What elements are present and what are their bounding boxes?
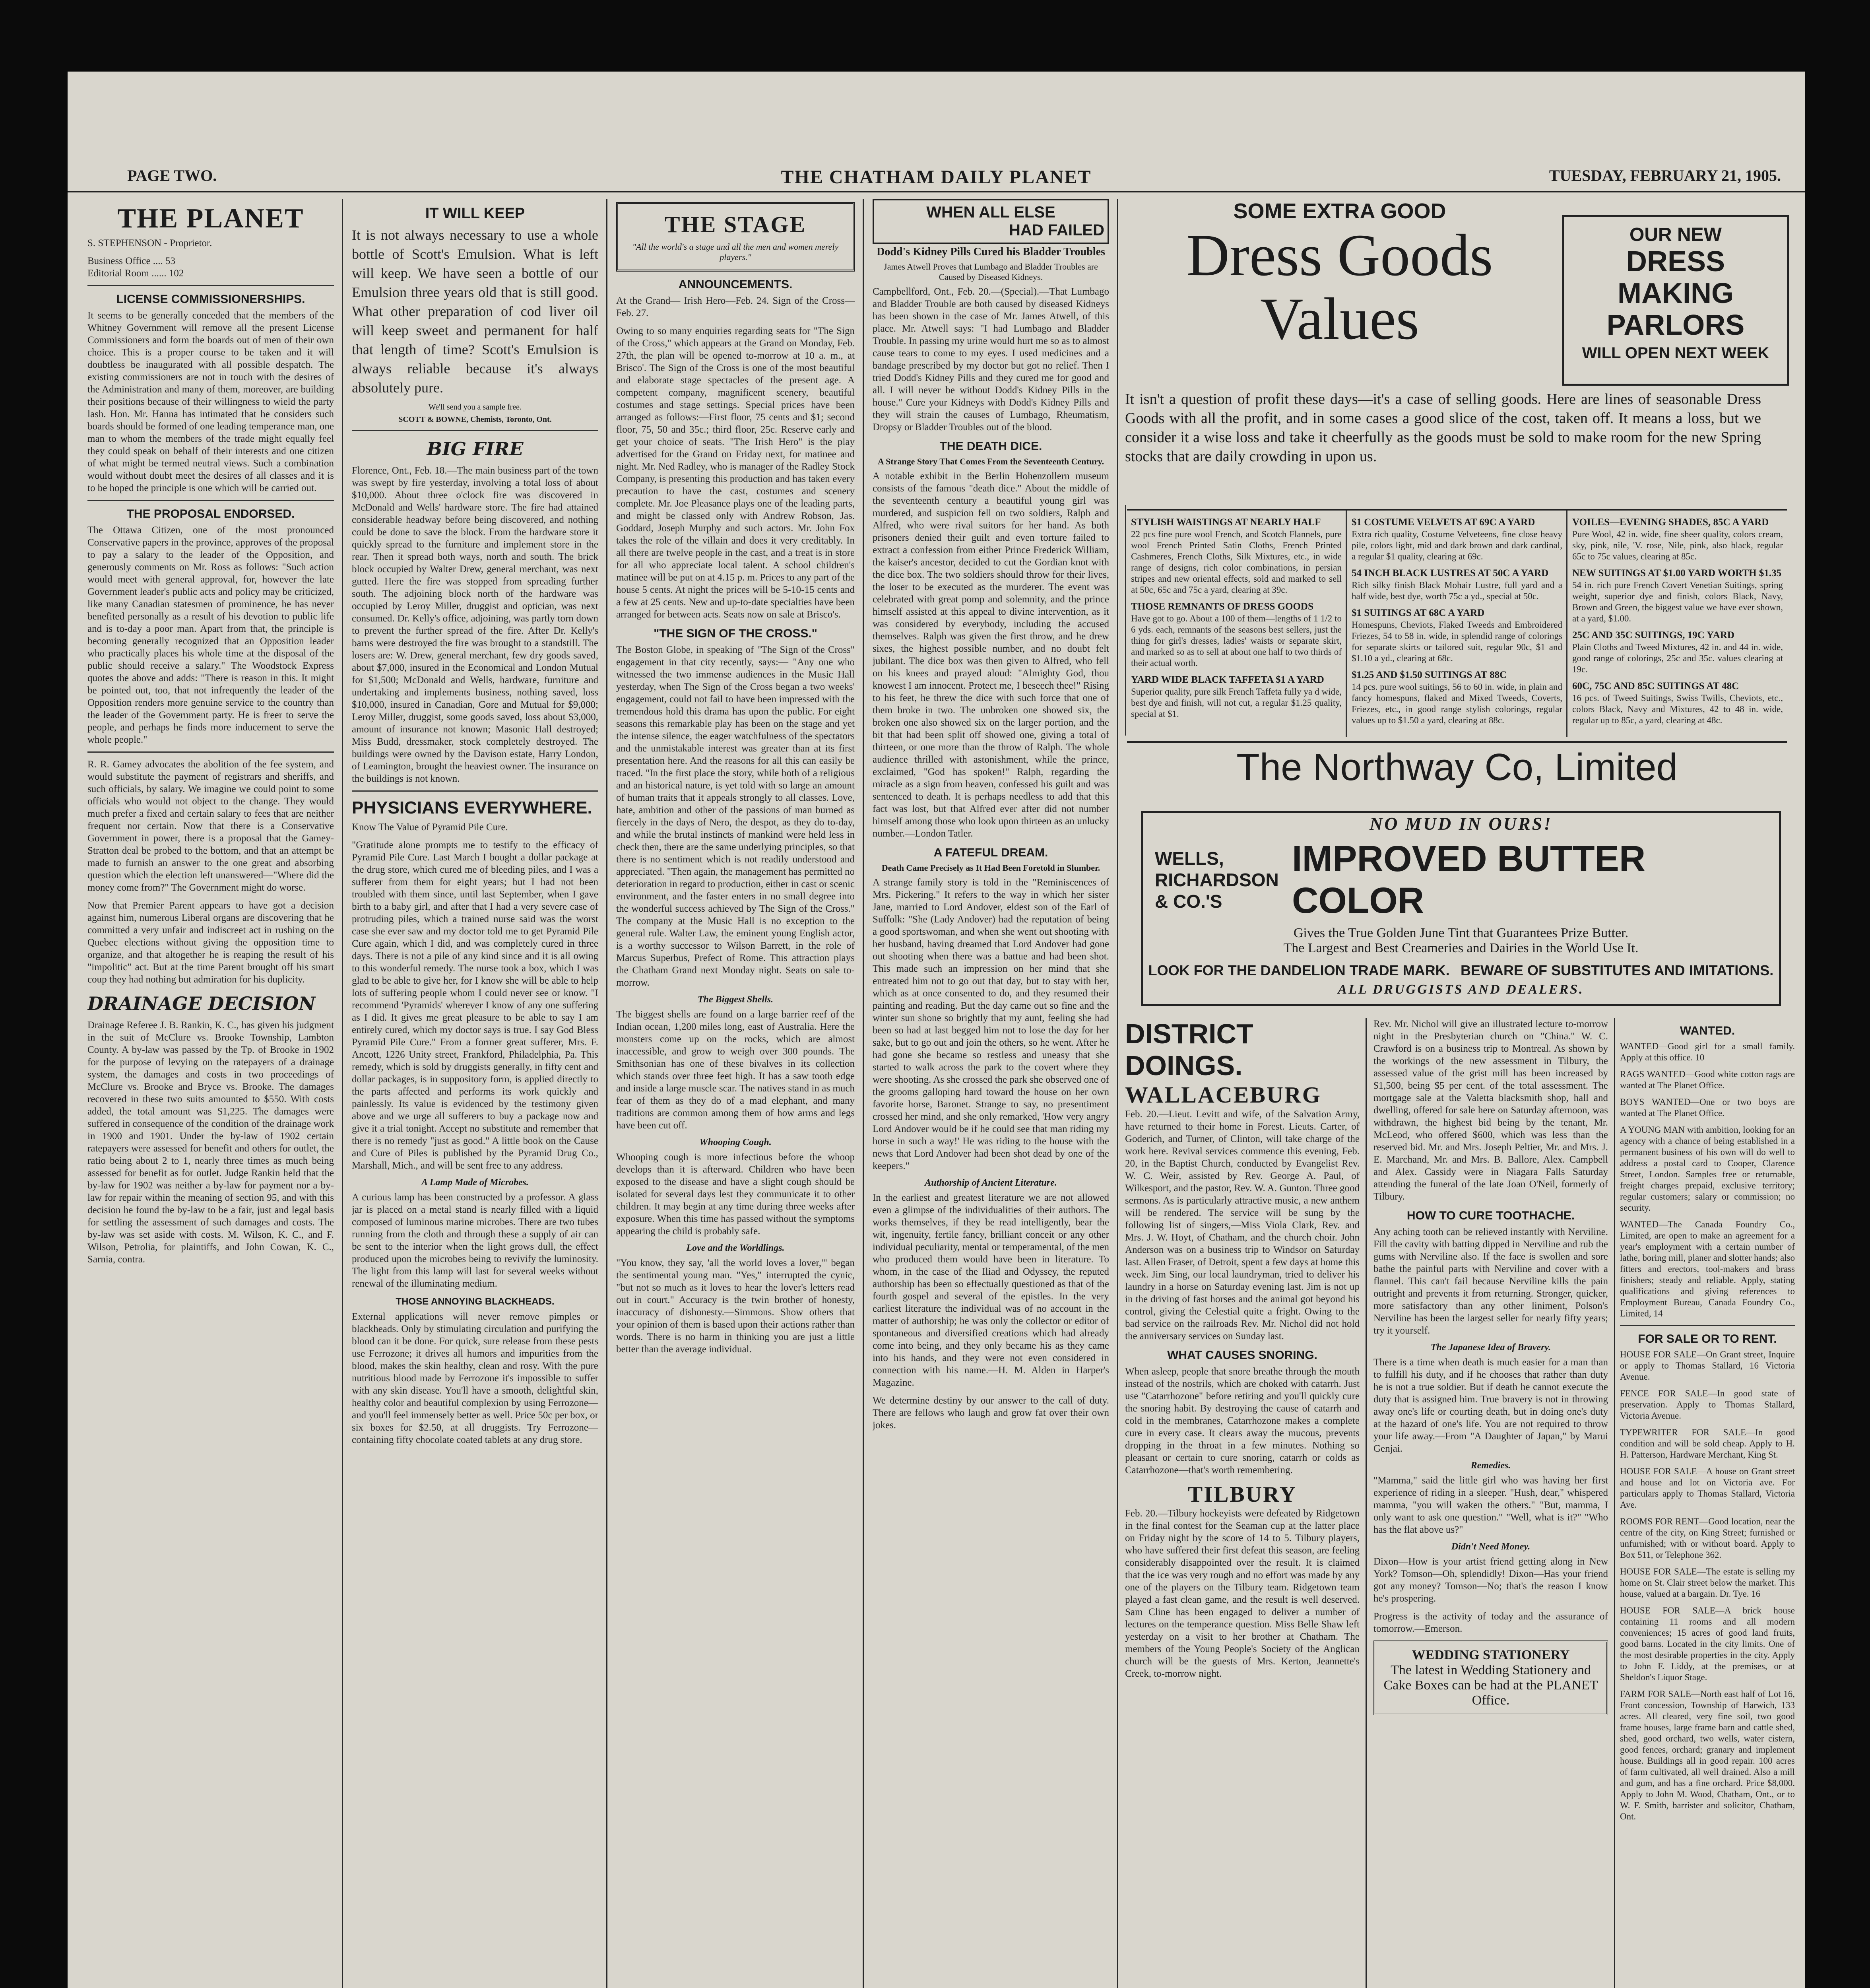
dice-article: A notable exhibit in the Berlin Hohenzollern museum consists of the famous "death dice." About the middle of the seventeenth century a beautiful young girl was murdered, and suspicion fell on two soldiers, Ralph and Alfred, who were rival suitors for her hand. As both prisoners denied their guilt and even torture failed to extract a confession from either Prince Frederick William, the kaiser's ancestor, decided to cut the Gordian knot with the dice box. The two soldiers should throw for their lives, the loser to be executed as the murderer. The event was celebrated with great pomp and solemnity, and the prince himself assisted at this appeal to divine intervention, as it was considered by everybody, including the accused themselves. Ralph was given the first throw, and he drew sixes, the highest possible number, and no doubt felt jubilant. The dice box was then given to Alfred, who fell on his knees and prayed aloud: "Almighty God, thou knowest I am innocent. Protect me, I beseech thee!" Rising to his feet, he threw the dice with such force that one of them broke in two. The unbroken one showed six, the broken one also showed six on the larger portion, and the bit that had been split off showed one, giving a total of thirteen, or one more than the throw of Ralph. The whole audience thrilled with astonishment, while the prince, exclaimed, "God has spoken!" Ralph, regarding the miracle as a sign from heaven, confessed his guilt and was sentenced to death. It is perhaps needless to add that this fact was lost, but that Alfred ever after did not number himself among those who look upon thirteen as an unlucky number.—London Tatler. (873, 471, 1109, 839)
district-doings-headline: DISTRICT DOINGS. (1125, 1018, 1253, 1081)
newspaper-page (68, 72, 1805, 1988)
shells-headline: The Biggest Shells. (697, 994, 774, 1005)
for-sale-list (1620, 1349, 1795, 1822)
license-headline: LICENSE COMMISSIONERSHIPS. (116, 293, 305, 306)
divider (87, 751, 334, 753)
announcements-list: At the Grand— Irish Hero—Feb. 24. Sign of the Cross—Feb. 27. (616, 295, 855, 318)
dress-ad-intro: It isn't a question of profit these days—it's a case of selling goods. Here are lines of seasonable Dress Goods with all the profit, and in some cases a good slice of the cost, taken off. It means a loss, but we consider it a wise loss and take it cheerfully as the goods must be sold to make room for the new Spring stocks that are daily crowding in upon us. (1125, 391, 1761, 465)
cough-article: Whooping cough is more infectious before the whoop develops than it is afterward. Children who have been exposed to the disease and have a slight cough should be isolated for several days lest they communicate it to other children. It may begin at any time during three weeks after exposure. When this time has passed without the symptoms appearing the child is probably safe. (616, 1152, 855, 1237)
fire-headline: BIG FIRE (427, 438, 524, 460)
scotts-ad-body: It is not always necessary to use a whole bottle of Scott's Emulsion. What is left will keep. We have seen a bottle of our Emulsion three years old that is still good. What other preparation of cod liver oil will keep sweet and permanent for half that length of time? Scott's Emulsion is always reliable because it's always absolutely pure. (352, 227, 598, 396)
cough-headline: Whooping Cough. (699, 1137, 772, 1147)
issue-date: TUESDAY, FEBRUARY 21, 1905. (1549, 167, 1781, 184)
kidney-subhead: Dodd's Kidney Pills Cured his Bladder Troubles (877, 246, 1105, 258)
sign-cross-article: The Boston Globe, in speaking of "The Sign of the Cross" engagement in that city recently, says:— "Any one who witnessed the two immense audiences in the Music Hall yesterday, when The Sign of the Cross began a two weeks' engagement, could not fail to have been impressed with the tremendous hold this drama has upon the public. For eight seasons this remarkable play has been on the stage and yet the intense silence, the eager watchfulness of the spectators and the unmistakable interest was greater than at its first presentation here. And the reasons for all this can easily be traced. "In the first place the story, while both of a religious and an historical nature, is yet told with so large an amount of human traits that it appeals strongly to all classes. Love, hate, ambition and other of the passions of man burned as fiercely in the days of Nero, the despot, as they do to-day, and while the brutal instincts of mankind were held less in check then, there are the same underlying principles, so that there is no sentiment which is not readily understood and appreciated. "Then again, the management has permitted no deterioration in regard to production, either in cast or scenic environment, and the faster enters in no small degree into the wonderful success achieved by The Sign of the Cross." The company at the Music Hall is no exception to the general rule. Walter Law, the eminent young English actor, is a worthy successor to Wilson Barrett, in the role of Marcus Superbus, Prefect of Rome. This attraction plays the Chatham Grand next Monday night. Seats on sale to-morrow. (616, 645, 855, 988)
announcements-headline: ANNOUNCEMENTS. (678, 278, 793, 291)
dress-item-text: Extra rich quality, Costume Velveteens, fine close heavy pile, colors light, mid and dark brown and dark cardinal, a regular $1 quality, clearing at 69c. (1352, 529, 1562, 561)
dress-item-text: 16 pcs. of Tweed Suitings, Swiss Twills, Cheviots, etc., colors Black, Navy and Mixtures, 42 to 48 in. wide, regular up to 85c, a yard, clearing at 48c. (1572, 693, 1783, 725)
dress-item-title: $1 COSTUME VELVETS AT 69C A YARD (1352, 517, 1535, 528)
dress-item-title: $1.25 AND $1.50 SUITINGS AT 88C (1352, 670, 1507, 680)
announcements-article: Owing to so many enquiries regarding seats for "The Sign of the Cross," which appears at the Grand on Monday, Feb. 27th, the plan will be opened to-morrow at 10 a. m., at Brisco'. The Sign of the Cross is one of the most beautiful and elaborate stage spectacles of the present age. A competent company, magnificent scenery, beautiful costumes and stage settings. Special prices have been arranged as follows:—First floor, 75 cents and $1; second floor, 75, 50 and 35c.; third floor, 25c. Reserve early and get your choice of seats. "The Irish Hero" is the play advertised for the Grand on Friday next, for matinee and night. Mr. Ned Radley, who is manager of the Radley Stock Company, is presenting this production and has taken every precaution to have the cast, costumes and scenery complete. Mr. Joe Pleasance plays one of the leading parts, and might be classed only with Andrew Robson, Jas. Goddard, Joseph Murphy and such actors. Mr. John Fox takes the role of the villain and does it very creditably. In all there are twelve people in the cast, and a treat is in store for all who appreciate local talent. A school children's matinee will be put on at 4.15 p. m. Prices to any part of the house 5 cents. At night the prices will be 5-10-15 cents and a few at 25 cents. New and up-to-date specialties have been arranged for between acts. Seats now on sale at Brisco's. (616, 326, 855, 620)
closing-maxims: We determine destiny by our answer to the call of duty. There are fellows who laugh and grow fat over their own jokes. (873, 1395, 1109, 1431)
dream-article: A strange family story is told in the "Reminiscences of Mrs. Pickering." It refers to the way in which her sister Jane, married to Lord Andover, eldest son of the Earl of Suffolk: "She (Lady Andover) had the reputation of being a good sportswoman, and when she went out shooting with her husband, having dreamed that Lord Andover had gone out shooting when there was a battue and had been shot. This made such an impression on her mind that she entreated him not to go out that day, but to stay with her, which as at once consented to do, and they resumed their painting and reading. But the day came out so fine and the winter sun shone so brightly that my aunt, feeling she had been so had at last begged him not to lose the day for her sake, but to go out and join the others, so he went. After he had gone she became so restless and uneasy that she started to walk across the park to the covert where they were shooting. As she crossed the park she observed one of the grooms galloping hard toward the house on her own favorite horse, Baronet. Strange to say, no presentiment crossed her mind, and she only remarked, 'How very angry Lord Andover would be if he could see that man riding my horse in such a way!' He was riding to the house with the news that Lord Andover had been shot dead by one of the keepers." (873, 877, 1109, 1171)
scotts-sample-line: We'll send you a sample free. (428, 403, 522, 412)
fire-article: Florence, Ont., Feb. 18.—The main business part of the town was swept by fire yesterday, involving a total loss of about $10,000. About three o'clock fire was discovered in McDonald and Wells' hardware store. The fire had attained considerable headway before being discovered, and nothing could be done to save the block. From the hardware store it quickly spread to the furniture and implement store in the rear. Then it spread both ways, north and south. The brick block occupied by Walter Drew, general merchant, was next gutted. Here the fire was stopped from spreading further south. The adjoining block north of the hardware was occupied by Leroy Miller, druggist and optician, was next consumed. Dr. Kelly's office, adjoining, was partly torn down to prevent the further spread of the fire. After Dr. Kelly's barns were destroyed the fire was brought to a standstill. The losers are: W. Drew, general merchant, few dry goods saved, about $7,000, insured in the Economical and London Mutual for $1,500; McDonald and Wells, hardware, furniture and undertaking and implements business, nothing saved, loss $10,000, insured in Canadian, Gore and Mutual for $9,000; Leroy Miller, druggist, some goods saved, loss about $3,000, amount of insurance not known; Masonic Hall destroyed; Miss Budd, dressmaker, stock completely destroyed. The buildings were owned by the Davison estate, Harry London, of Leamington, brought the heaviest owner. The insurance on the buildings is not known. (352, 465, 598, 784)
wallaceburg-article: Feb. 20.—Lieut. Levitt and wife, of the Salvation Army, have returned to their home in Forest. Lieuts. Carter, of Goderich, and Turner, of Clinton, will take charge of the work here. Revival services commence this evening, Feb. 20, in the Baptist Church, conducted by Evangelist Rev. W. C. Weir, assisted by Rev. George A. Paul, of Wilkesport, and the pastor, Rev. W. A. Gunton. Three good sermons. As is particularly attractive music, a new anthem will be rendered. The service will be sung by the following list of singers,—Miss Viola Clark, Rev. and Mrs. J. W. Hoyt, of Chatham, and the church choir. John Anderson was on a business trip to Windsor on Saturday last. Allen Fraser, of Detroit, spent a few days at home this week. Jim Sing, our local laundryman, tried to deliver his laundry in a horse on Saturday evening last. Jim is not up in the driving of fast horses and the animal got beyond his control, giving the Celestial quite a fright. Owing to the bad service on the railroads Rev. Mr. Nichol did not hold the anniversary services on Sunday last. (1125, 1109, 1360, 1342)
toothache-article: Any aching tooth can be relieved instantly with Nerviline. Fill the cavity with batting dipped in Nerviline and rub the gums with Nerviline also. If the face is swollen and sore bathe the painful parts with Nerviline and cover with a flannel. This can't fail because Nerviline kills the pain outright and prevents it from returning. Stronger, quicker, more satisfactory than any other liniment, Polson's Nerviline has been the largest seller for nearly fifty years; try it yourself. (1373, 1227, 1608, 1336)
bravery-headline: The Japanese Idea of Bravery. (1430, 1342, 1551, 1353)
nichol-article: Rev. Mr. Nichol will give an illustrated lecture to-morrow night in the Presbyterian church on "China." W. C. Crawford is on a business trip to Montreal. As shown by the workings of the new assessment in Tilbury, the assessed value of the grist mill has been increased by $1,500, being $5 per cent. of the total assessment. The mortgage sale at the Valetta blacksmith shop, hall and dwelling, offered for sale here on Saturday afternoon, was withdrawn, the highest bid being by the tenant, Mr. McLeod, who offered $600, which was less than the reserved bid. Mr. and Mrs. Joseph Peltier, Mr. and Mrs. J. E. Marchand, Mr. and Mrs. B. Ballore, Alex. Campbell and Alex. Cassidy were in Niagara Falls Saturday attending the funeral of the late Joan O'Neil, formerly of Tilbury. (1373, 1019, 1608, 1202)
scotts-ad-headline: IT WILL KEEP (425, 205, 525, 222)
column-rule (863, 199, 864, 1988)
dress-items-column-b (1352, 514, 1562, 732)
for-sale-ad: FARM FOR SALE—North east half of Lot 16, Front concession, Township of Harwich, 133 acres. All cleared, very fine soil, two good frame houses, large frame barn and cattle shed, shed, good orchard, two wells, water cistern, good fences, orchard; granary and implement house. Buildings all in good repair. 100 acres of farm cultivated, all well drained. Also a mill and gum, and has a fine orchard. Price $8,000. Apply to John M. Wood, Chatham, Ont., or to W. F. Smith, barrister and solicitor, Chatham, Ont. (1620, 1689, 1795, 1821)
shells-article: The biggest shells are found on a large barrier reef of the Indian ocean, 1,200 miles long, east of Australia. Here the monsters come up on the rocks, which are almost inaccessible, and grow to weigh over 300 pounds. The Smithsonian has one of these bivalves in its collection which stands over three feet high. It has a saw tooth edge and inside a large muscle scar. The natives stand in as much fear of them as they do of a mad elephant, and many traditions are common among them of how arms and legs have been cut off. (616, 1009, 855, 1131)
for-sale-ad: ROOMS FOR RENT—Good location, near the centre of the city, on King Street; furnished or unfurnished; with or without board. Apply to Box 511, or Telephone 362. (1620, 1516, 1795, 1560)
kidney-article: Campbellford, Ont., Feb. 20.—(Special).—That Lumbago and Bladder Trouble are both caused by diseased Kidneys has been shown in the case of Mr. James Atwell, of this place. Mr. Atwell says: "I had Lumbago and Bladder Trouble. In passing my urine would hurt me so as to almost cause tears to come to my eyes. I used medicines and a bandage prescribed by my doctor but got no relief. Then I tried Dodd's Kidney Pills and they cured me for good and all. I will never be without Dodd's Kidney Pills in the house." Cure your Kidneys with Dodd's Kidney Pills and they will strain the causes of Lumbago, Rheumatism, Dropsy or Bladder Troubles out of the blood. (873, 286, 1109, 433)
for-sale-ad: FENCE FOR SALE—In good state of preservation. Apply to Thomas Stallard, Victoria Avenue. (1620, 1388, 1795, 1421)
divider (1620, 1325, 1795, 1326)
district-column-b (1373, 1018, 1608, 1988)
dress-item-text: 14 pcs. pure wool suitings, 56 to 60 in. wide, in plain and fancy homespuns, flaked and Mixed Tweeds, Coverts, Friezes, etc., in good range stylish colorings, regular values up to $1.50 a yard, clearing at 88c. (1352, 682, 1562, 725)
wanted-headline: WANTED. (1680, 1024, 1735, 1037)
dress-item-text: Pure Wool, 42 in. wide, fine sheer quality, colors cream, sky, pink, nile, 'V. rose, Nile, pink, also black, regular 65c to 75c values, clearing at 85c. (1572, 529, 1783, 561)
toothache-headline: HOW TO CURE TOOTHACHE. (1406, 1209, 1575, 1222)
dandelion-trademark-line: LOOK FOR THE DANDELION TRADE MARK. (1148, 962, 1450, 978)
druggists-dealers-line: ALL DRUGGISTS AND DEALERS. (1338, 982, 1584, 997)
divider (352, 790, 598, 792)
wedding-stationery-advert (1373, 1640, 1608, 1715)
divider (87, 285, 334, 286)
improved-butter-color-title: IMPROVED BUTTER COLOR (1292, 839, 1646, 921)
physicians-headline: PHYSICIANS EVERYWHERE. (352, 798, 592, 817)
column-rule (1117, 199, 1118, 1988)
lamp-article: A curious lamp has been constructed by a professor. A glass jar is placed on a metal stand is nearly filled with a liquid composed of luminous marine microbes. There are two tubes running from the cloth and through these a supply of air can be sent to the interior when the light grows dull, the effect produced upon the microbes being to revivify the luminosity. The light from this lamp will last for several weeks without renewal of the illuminating medium. (352, 1192, 598, 1289)
dice-subhead: A Strange Story That Comes From the Seventeenth Century. (877, 456, 1104, 466)
column-stage (616, 199, 855, 1988)
for-sale-ad: TYPEWRITER FOR SALE—In good condition and will be sold cheap. Apply to H. H. Patterson, Hardware Merchant, King St. (1620, 1427, 1795, 1460)
dress-item-title: VOILES—EVENING SHADES, 85C A YARD (1572, 517, 1769, 528)
district-column-a (1125, 1018, 1360, 1988)
column-rule (342, 199, 343, 1988)
butter-color-advert (1141, 811, 1781, 1006)
remedies-article: "Mamma," said the little girl who was having her first experience of riding in a sleeper. "Hush, dear," whispered mamma, "you will waken the others." "But, mamma, I only want to ask one question." "Well, what is it?" "Who has the flat above us?" (1373, 1475, 1608, 1535)
business-office-line: Business Office .... 53 (87, 256, 176, 266)
literature-headline: Authorship of Ancient Literature. (925, 1178, 1057, 1188)
page-folio (68, 163, 1805, 192)
parlor-line-2: DRESS MAKING (1618, 246, 1734, 309)
for-sale-ad: HOUSE FOR SALE—A brick house containing 11 rooms and all modern conveniences; 15 acres of good land fruits, good barns. Located in the city limits. One of the most desirable properties in the city. Apply to John F. Liddy, at the premises, or at Sheldon's Liquor Stage. (1620, 1606, 1795, 1682)
column-news-2 (352, 199, 598, 1988)
dress-item-title: NEW SUITINGS AT $1.00 YARD WORTH $1.35 (1572, 568, 1782, 579)
dress-items-column-a (1131, 514, 1342, 725)
wanted-ad: WANTED—The Canada Foundry Co., Limited, are open to make an agreement for a year's employment with a certain number of lathe, boring mill, planer and slotter hands; also fitters and erectors, tool-makers and brass finishers; steady and reliable. Apply, stating qualifications and giving references to Employment Bureau, Canada Foundry Co., Limited, 14 (1620, 1219, 1795, 1318)
money-article: Dixon—How is your artist friend getting along in New York? Tomson—Oh, splendidly! Dixon—Has your friend got any money? Tomson—No; that's the reason I know he's prospering. (1373, 1556, 1608, 1604)
drainage-article: Drainage Referee J. B. Rankin, K. C., has given his judgment in the suit of McClure vs. Brooke Township, Lambton County. A by-law was passed by the Tp. of Brooke in 1902 for the purpose of levying on the ratepayers of a drainage system, the damages and costs in two proceedings of McClure vs. Brooke and Bryce vs. Brooke. The damages recovered in these two suits amounted to $550. With costs added, the total amount was $1,225. The damages were suffered in consequence of the condition of the drainage work in 1900 and 1901. Under the by-law of 1902 certain ratepayers were assessed for benefit and others for outlet, the ratio being about 2 to 1, nearly three times as much being assessed for benefit as for outlet. Judge Rankin held that the by-law for 1902 was neither a by-law for payment nor a by-law for repair within the meaning of section 95, and with this decision he found the by-law to be a fair, just and legal basis for settling the assessment of such damages and costs. The by-law was set aside with costs. M. Wilson, K. C., and F. Wilson, Petrolia, for plaintiffs, and John Cowan, K. C., Sarnia, contra. (87, 1020, 334, 1265)
dress-items-column-c (1572, 514, 1783, 732)
column-rule (1614, 1018, 1615, 1988)
literature-article: In the earliest and greatest literature we are not allowed even a glimpse of the individualities of their authors. The works themselves, if they be read intelligently, bear the wit, ingenuity, fertile fancy, brilliant conceit or any other individual peculiarity, mental or temperamental, of the men who produced them would have been in literature. To whom, in the case of the Iliad and Odyssey, the reputed authorship has been so effectually questioned as that of the fourth gospel and several of the epistles. In the very earliest literature the individual was of no account in the matter of authorship; he was only the collector or editor of spontaneous and diversified creations which had already come into being, and they only became his as they came into his hands, and they were not even considered in connection with his name.—H. M. Alden in Harper's Magazine. (873, 1192, 1109, 1388)
drainage-headline: DRAINAGE DECISION (87, 993, 316, 1014)
divider (352, 430, 598, 431)
remedies-headline: Remedies. (1470, 1460, 1511, 1471)
column-rule (606, 199, 607, 1988)
page-number: PAGE TWO. (127, 167, 217, 184)
for-sale-ad: HOUSE FOR SALE—The estate is selling my home on St. Clair street below the market. This house, valued at a bargain. Dr. Tye. 16 (1620, 1567, 1795, 1599)
classifieds-column (1620, 1018, 1795, 1988)
dress-item-text: Superior quality, pure silk French Taffeta fully ya d wide, best dye and finish, will not cut, a regular $1.25 quality, special at $1. (1131, 687, 1342, 719)
money-headline: Didn't Need Money. (1451, 1541, 1531, 1552)
blackheads-article: External applications will never remove pimples or blackheads. Only by stimulating circulation and purifying the blood can it be done. For quick, sure release from these pests use Ferrozone; it drives all humors and impurities from the blood, makes the skin healthy, clean and rosy. With the pure nutritious blood made by Ferrozone it's impossible to suffer with any skin disease. You'll have a smooth, delightful skin, healthy color and beautiful complexion by using Ferrozone—and you'll feel immensely better as well. Price 50c per box, or six boxes for $2.50, at all druggists. Try Ferrozone—containing fifty chocolate coated tablets at any drug store. (352, 1311, 598, 1445)
dress-ad-title: Dress Goods Values (1186, 222, 1493, 352)
dress-item-title: STYLISH WAISTINGS AT NEARLY HALF (1131, 517, 1321, 528)
dress-item-title: $1 SUITINGS AT 68C A YARD (1352, 608, 1485, 618)
divider (87, 500, 334, 501)
dressmaking-parlors-box (1562, 215, 1789, 386)
wanted-ad: A YOUNG MAN with ambition, looking for an agency with a chance of being established in a permanent business of his own will do well to address a postal card to Cooper, Clarence Street, London. Samples free or returnable, freight charges prepaid, exclusive territory; regular customers; salary or commission; no security. (1620, 1125, 1795, 1213)
proposal-headline: THE PROPOSAL ENDORSED. (126, 507, 295, 520)
wallaceburg-headline: WALLACEBURG (1125, 1082, 1321, 1108)
column-editorial (87, 199, 334, 1988)
tilbury-headline: TILBURY (1187, 1482, 1297, 1507)
stage-title: THE STAGE (664, 212, 807, 237)
column-rule (1366, 1018, 1367, 1988)
gamey-article: R. R. Gamey advocates the abolition of the fee system, and would substitute the payment of registrars and sheriffs, and such officials, by salary. We imagine we could point to some officials who would not object to the change. They would much prefer a fixed and certain salary to fees that are neither frequent nor certain. Now that there is a Conservative Government in power, there is a proposal that the Gamey-Stratton deal be probed to the bottom, and that an attempt be made to furnish an answer to the one great and absorbing question which the election left unanswered—"Where did the money come from?" The Government might do worse. (87, 759, 334, 893)
for-sale-ad: HOUSE FOR SALE—A house on Grant street and house and lot on Victoria ave. For particulars apply to Thomas Stallard, Victoria Ave. (1620, 1466, 1795, 1510)
parlor-line-1: OUR NEW (1629, 224, 1722, 245)
lamp-headline: A Lamp Made of Microbes. (421, 1177, 529, 1188)
dress-item-title: YARD WIDE BLACK TAFFETA $1 A YARD (1131, 674, 1324, 685)
dress-item-title: 25C AND 35C SUITINGS, 19C YARD (1572, 630, 1734, 641)
wanted-ad: BOYS WANTED—One or two boys are wanted at The Planet Office. (1620, 1097, 1795, 1118)
editorial-room-line: Editorial Room ...... 102 (87, 268, 184, 279)
dream-subhead: Death Came Precisely as It Had Been Foretold in Slumber. (881, 863, 1100, 873)
for-sale-ad: HOUSE FOR SALE—On Grant street, Inquire or apply to Thomas Stallard, 16 Victoria Avenue. (1620, 1349, 1795, 1382)
stage-quote: "All the world's a stage and all the men and women merely players." (632, 242, 839, 262)
blackheads-headline: THOSE ANNOYING BLACKHEADS. (396, 1296, 555, 1307)
dress-item-text: 22 pcs fine pure wool French, and Scotch Flannels, pure wool French Printed Satin Cloths, French Printed Cashmeres, French Cloths, Silk Mixtures, etc., in wide range of designs, rich color combinations, in persian stripes and new oriental effects, sold and marked to sell at 50c, 65c and 75c a yard, clearing at 39c. (1131, 529, 1342, 595)
beware-substitutes-line: BEWARE OF SUBSTITUTES AND IMITATIONS. (1460, 962, 1774, 978)
parlor-line-4: WILL OPEN NEXT WEEK (1582, 344, 1769, 362)
scotts-signature: SCOTT & BOWNE, Chemists, Toronto, Ont. (398, 415, 552, 424)
northway-company-name: The Northway Co, Limited (1236, 746, 1678, 788)
proposal-article: The Ottawa Citizen, one of the most pronounced Conservative papers in the province, approves of the proposal to pay a salary to the leader of the Opposition, and generously comments on Mr. Ross as follows: "Such action would meet with general approval, for, however the late Government leader's public acts and policy may be criticized, like many Canadian statesmen of prominence, he has never benefited personally as a result of his devotion to public life and is to-day a poor man. Apart from that, the principle is becoming generally recognized that an Opposition leader who practically places his whole time at the disposal of the public should receive a salary." The Woodstock Express quotes the above and adds: "There is reason in this. It might be pointed out, too, that not infrequently the leader of the Opposition renders more genuine service to the country than the leader of the Government party. He is freer to serve the people, and perhaps he finds more inducement to serve the whole people." (87, 525, 334, 745)
column-news-4 (873, 199, 1109, 1988)
premier-article: Now that Premier Parent appears to have got a decision against him, numerous Liberal organs are discovering that he committed a very unfair and indiscreet act in rushing on the Quebec elections without giving the opposition time to organize, and that altogether he is reaping the result of his "impolitic" act. But at the time Parent brought off his smart coup they had nothing but admiration for his duplicity. (87, 900, 334, 985)
snoring-article: When asleep, people that snore breathe through the mouth instead of the nostrils, which are choked with catarrh. Just use "Catarrhozone" before retiring and you'll quickly cure the snoring habit. By destroying the cause of catarrh and cold in the membranes, Catarrhozone makes a complete cure in every case. It clears away the mucous, prevents dropping in the throat in a few minutes. Nothing so pleasant or certain to cure snoring, catarrh or colds as Catarrhozone—that's worth remembering. (1125, 1366, 1360, 1475)
newspaper-title: THE CHATHAM DAILY PLANET (781, 167, 1092, 188)
wedding-title: WEDDING STATIONERY (1412, 1648, 1570, 1662)
dress-item-title: 60C, 75C AND 85C SUITINGS AT 48C (1572, 681, 1739, 691)
stage-banner (616, 202, 855, 272)
wedding-text: The latest in Wedding Stationery and Cake Boxes can be had at the PLANET Office. (1383, 1663, 1598, 1708)
dress-item-text: Homespuns, Cheviots, Flaked Tweeds and Embroidered Friezes, 54 to 58 in. wide, in splendid range of colorings for separate skirts or tailored suit, regular 90c, $1 and $1.10 a yd., clearing at 68c. (1352, 620, 1562, 663)
planet-masthead: THE PLANET (117, 203, 304, 234)
kidney-subhead-2: James Atwell Proves that Lumbago and Bladder Troubles are Caused by Diseased Kidneys. (884, 262, 1098, 282)
kidney-ad-banner (873, 199, 1109, 244)
no-mud-banner: NO MUD IN OURS! (1369, 813, 1552, 834)
love-headline: Love and the Worldlings. (686, 1243, 785, 1253)
sign-cross-headline: "THE SIGN OF THE CROSS." (654, 627, 817, 640)
bravery-article: There is a time when death is much easier for a man than to fulfill his duty, and if he chooses that rather than duty he is not a true soldier. But if death he cannot execute the duty that is assigned him. True bravery is not in throwing away one's life or courting death, but in doing one's duty at the hazard of one's life. You are not required to throw your life away.—From "A Daughter of Japan," by Marui Genjai. (1373, 1357, 1608, 1454)
license-article: It seems to be generally conceded that the members of the Whitney Government will remove all the present License Commissioners and form the boards out of men of their own choice. This is a proper course to be taken and it will doubtless be inaugurated with all possible despatch. The existing commissioners are not in touch with the desires of the Administration and many of them, moreover, are building their positions because of their willingness to wield the party lash. Hon. Mr. Hanna has intimated that he considers such boards should be formed of one leading temperance man, one man to whom the members of the trade might equally feel they could speak on behalf of their interests and one citizen of what might be termed neutral views. Such a combination would without doubt meet the desires of all classes and it is to be hoped the principle is one which will be carried out. (87, 310, 334, 493)
dress-items-grid (1127, 509, 1787, 743)
progress-quote: Progress is the activity of today and the assurance of tomorrow.—Emerson. (1373, 1611, 1608, 1634)
wanted-ad: RAGS WANTED—Good white cotton rags are wanted at The Planet Office. (1620, 1069, 1795, 1090)
dress-item-text: 54 in. rich pure French Covert Venetian Suitings, spring weight, superior dye and finish, colors Black, Navy, Brown and Green, the biggest value we have ever shown, at a yard, $1.00. (1572, 580, 1783, 623)
wanted-list (1620, 1041, 1795, 1319)
dress-item-text: Plain Cloths and Tweed Mixtures, 42 in. and 44 in. wide, good range of colorings, 25c and 35c. values clearing at 19c. (1572, 642, 1783, 674)
dress-item-title: THOSE REMNANTS OF DRESS GOODS (1131, 601, 1313, 612)
proprietor-line: S. STEPHENSON - Proprietor. (87, 238, 212, 248)
kidney-headline-2: HAD FAILED (1009, 221, 1104, 239)
for-sale-headline: FOR SALE OR TO RENT. (1638, 1332, 1777, 1345)
dress-item-text: Have got to go. About a 100 of them—lengths of 1 1/2 to 6 yds. each, remnants of the seasons best sellers, just the thing for girl's dresses, ladies' waists or separate skirt, and marked so as to sell at about one half to two thirds of their actual worth. (1131, 613, 1342, 668)
dress-item-title: 54 INCH BLACK LUSTRES AT 50C A YARD (1352, 568, 1549, 579)
kidney-headline-1: WHEN ALL ELSE (926, 204, 1055, 221)
dice-headline: THE DEATH DICE. (939, 440, 1042, 453)
dream-headline: A FATEFUL DREAM. (933, 846, 1048, 859)
love-article: "You know, they say, 'all the world loves a lover,'" began the sentimental young man. "Yes," interrupted the cynic, "but not so much as it loves to hear the lover's letters read out in court." Accuracy is the twin brother of honesty, inaccuracy of dishonesty.—Simmons. Show others that your opinion of them is based upon their actions rather than words. There is no harm in thinking you are just a little better than the average individual. (616, 1258, 855, 1355)
tilbury-article: Feb. 20.—Tilbury hockeyists were defeated by Ridgetown in the final contest for the Seaman cup at the latter place on Friday night by the score of 14 to 5. Tilbury players, who have suffered their first defeat this season, are feeling considerably disappointed over the result. It is claimed that the ice was very rough and no effort was made by any one of the players on the Tilbury team. Ridgetown team played a fast clean game, and the result is well deserved. Sam Cline has been engaged to deliver a number of lectures on the temperance question. Miss Belle Shaw left yesterday on a visit to her brother at Chatham. The members of the Young People's Society of the Anglican church will be the guests of Mrs. Kerton, Jeannette's Creek, to-morrow night. (1125, 1508, 1360, 1679)
butter-tint-line: Gives the True Golden June Tint that Guarantees Prize Butter. (1293, 926, 1629, 940)
snoring-headline: WHAT CAUSES SNORING. (1167, 1349, 1317, 1362)
physicians-subhead: Know The Value of Pyramid Pile Cure. (352, 822, 508, 833)
butter-creameries-line: The Largest and Best Creameries and Dairies in the World Use It. (1283, 941, 1639, 955)
parlor-line-3: PARLORS (1606, 309, 1745, 341)
wells-richardson-name: WELLS, RICHARDSON & CO.'S (1155, 848, 1279, 912)
physicians-article: "Gratitude alone prompts me to testify to the efficacy of Pyramid Pile Cure. Last March I bought a dollar package at the drug store, which cured me of bleeding piles, and I was a sufferer from them for eight years; but I had not been troubled with them since, until last September, when I gave birth to a baby girl, and after that I had a very severe case of protruding piles, which a trained nurse said was the worst case she ever saw and my doctor told me to get Pyramid Pile Cure again, which I did, and was completely cured in three days. There is not a pile of any kind since and it is all owing to this wonderful remedy. The nurse took a box, which I was glad to be able to give her, for I know she will be able to help lots of suffering people whom I could never see or know. "I recommend 'Pyramids' wherever I know of any one suffering as I did. It gives me great pleasure to be able to say I am entirely cured, which my doctor says is true. I say God Bless Pyramid Pile Cure." From a former great sufferer, Mrs. F. Ancott, 1226 Unity street, Frankford, Philadelphia, Pa. This remedy, which is sold by druggists generally, in fifty cent and dollar packages, is in suppository form, is applied directly to the parts affected and performs its work quickly and painlessly. Its value is evidenced by the testimony given above and we urge all sufferers to buy a package now and give it a trial tonight. Accept no substitute and remember that there is no remedy "just as good." A little book on the Cause and Cure of Piles is published by the Pyramid Drug Co., Marshall, Mich., and will be sent free to any address. (352, 840, 598, 1171)
wanted-ad: WANTED—Good girl for a small family. Apply at this office. 10 (1620, 1041, 1795, 1062)
dress-item-text: Rich silky finish Black Mohair Lustre, full yard and a half wide, best dye, worth 75c a yd., special at 50c. (1352, 580, 1562, 601)
dress-ad-kicker: SOME EXTRA GOOD (1233, 199, 1446, 223)
